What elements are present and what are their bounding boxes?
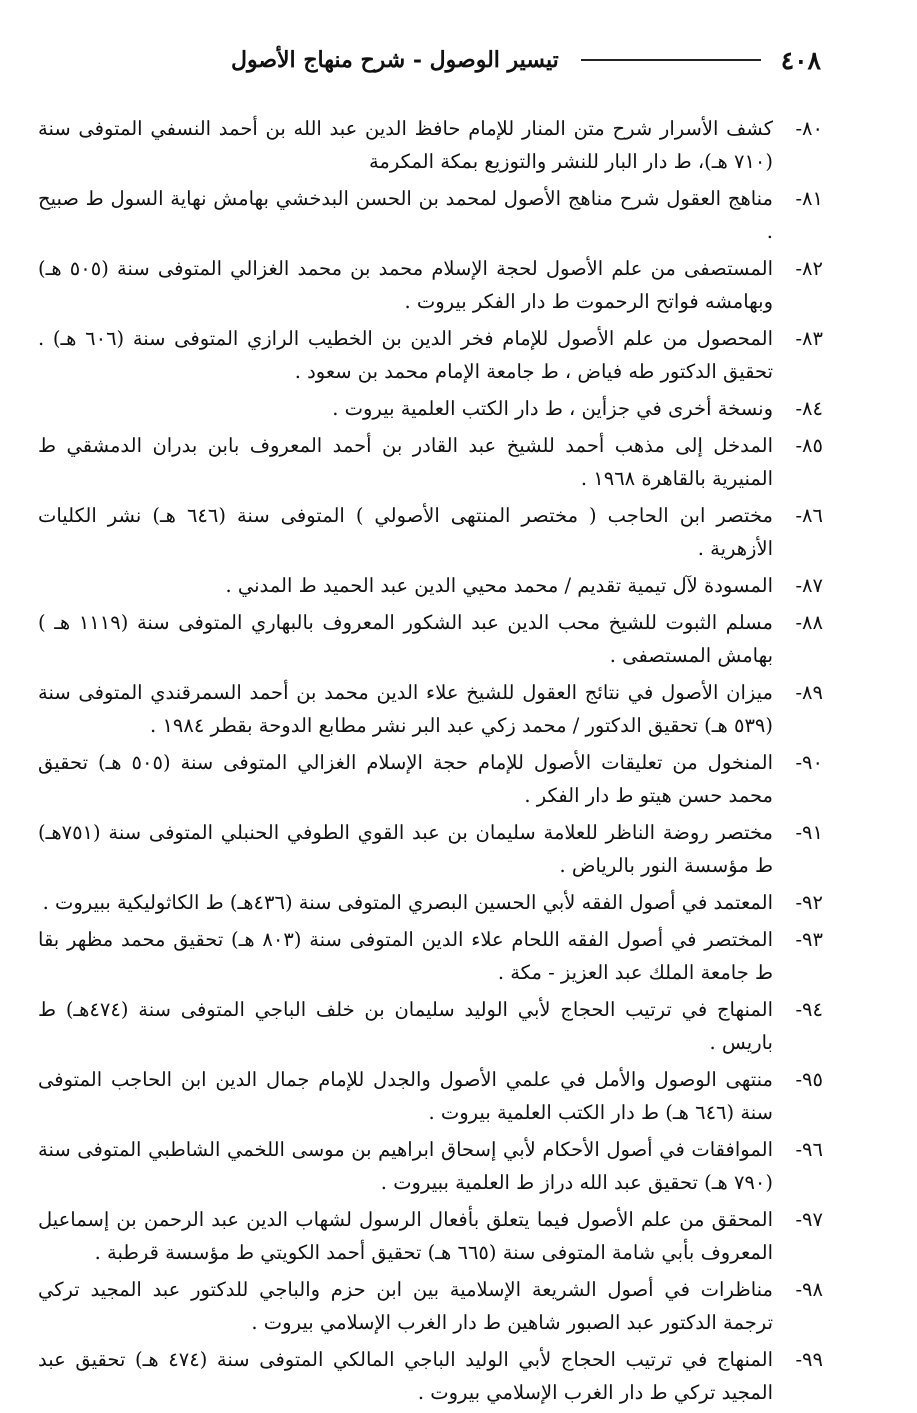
entry-text: مناظرات في أصول الشريعة الإسلامية بين ابن حزم والباجي للدكتور عبد المجيد تركي ترجمة الدكتور عبد الصبور شاهين ط دار الغرب الإسلامي بيروت . [38,1278,773,1334]
entry-text: المسودة لآل تيمية تقديم / محمد محيي الدين عبد الحميد ط المدني . [225,574,773,597]
entry-text: الموافقات في أصول الأحكام لأبي إسحاق ابراهيم بن موسى اللخمي الشاطبي المتوفى سنة (٧٩٠ هـ) تحقيق عبد الله دراز ط العلمية ببيروت . [38,1138,773,1194]
entry-text: المعتمد في أصول الفقه لأبي الحسين البصري المتوفى سنة (٤٣٦هـ) ط الكاثوليكية ببيروت . [42,891,773,914]
bibliography-entry-95 [38,1063,823,1129]
bibliography-entry-80 [38,112,823,178]
entry-text: المنهاج في ترتيب الحجاج لأبي الوليد الباجي المالكي المتوفى سنة (٤٧٤ هـ) تحقيق عبد المجيد تركي ط دار الغرب الإسلامي بيروت . [38,1348,774,1404]
entry-text: المختصر في أصول الفقه اللحام علاء الدين المتوفى سنة (٨٠٣ هـ) تحقيق محمد مظهر بقا ط جامعة الملك عبد العزيز - مكة . [38,928,773,984]
page-header [36,40,821,80]
entry-number: ٨٣- [795,327,823,350]
entry-number: ٩٠- [795,751,823,774]
entry-number: ٨٩- [795,681,823,704]
entry-number: ٨٧- [795,574,823,597]
bibliography-entry-89 [38,676,823,742]
bibliography-entry-81 [38,182,823,248]
bibliography-entry-97 [38,1203,823,1269]
entry-text: مناهج العقول شرح مناهج الأصول لمحمد بن الحسن البدخشي بهامش نهاية السول ط صبيح . [38,187,773,243]
bibliography-entry-86 [38,499,823,565]
entry-text: المحصول من علم الأصول للإمام فخر الدين بن الخطيب الرازي المتوفى سنة (٦٠٦ هـ) . تحقيق الدكتور طه فياض ، ط جامعة الإمام محمد بن سعود . [38,327,773,383]
bibliography-entry-82 [38,252,823,318]
entry-text: المدخل إلى مذهب أحمد للشيخ عبد القادر بن أحمد المعروف بابن بدران الدمشقي ط المنيرية بالقاهرة ١٩٦٨ . [38,434,773,490]
entry-number: ٨٢- [795,257,823,280]
entry-number: ٩٤- [795,998,823,1021]
entry-number: ٩٥- [795,1068,823,1091]
entry-text: مختصر ابن الحاجب ( مختصر المنتهى الأصولي ) المتوفى سنة (٦٤٦ هـ) نشر الكليات الأزهرية . [38,504,773,560]
entry-number: ٩١- [795,821,823,844]
header-rule [581,59,761,61]
entry-number: ٨١- [795,187,823,210]
bibliography-entry-94 [38,993,823,1059]
running-title: تيسير الوصول - شرح منهاج الأصول [230,47,559,73]
entry-text: مختصر روضة الناظر للعلامة سليمان بن عبد القوي الطوفي الحنبلي المتوفى سنة (٧٥١هـ) ط مؤسسة النور بالرياض . [38,821,773,877]
entry-number: ٩٧- [795,1208,823,1231]
bibliography-entry-96 [38,1133,823,1199]
bibliography-entry-91 [38,816,823,882]
page-number: ٤٠٨ [780,45,821,75]
entry-number: ٩٩- [795,1348,823,1371]
entry-number: ٨٦- [795,504,823,527]
bibliography-entry-83 [38,322,823,388]
entry-text: منتهى الوصول والأمل في علمي الأصول والجدل للإمام جمال الدين ابن الحاجب المتوفى سنة (٦٤٦ هـ) ط دار الكتب العلمية بيروت . [38,1068,773,1124]
entry-number: ٨٠- [795,117,823,140]
entry-number: ٨٤- [795,397,823,420]
bibliography-list [38,112,823,1413]
entry-text: المنهاج في ترتيب الحجاج لأبي الوليد سليمان بن خلف الباجي المتوفى سنة (٤٧٤هـ) ط باريس . [38,998,773,1054]
entry-text: كشف الأسرار شرح متن المنار للإمام حافظ الدين عبد الله بن أحمد النسفي المتوفى سنة (٧١٠ هـ)، ط دار البار للنشر والتوزيع بمكة المكرمة [38,117,773,173]
bibliography-entry-88 [38,606,823,672]
entry-number: ٩٣- [795,928,823,951]
entry-text: المستصفى من علم الأصول لحجة الإسلام محمد بن محمد الغزالي المتوفى سنة (٥٠٥ هـ) وبهامشه فواتح الرحموت ط دار الفكر بيروت . [38,257,773,313]
bibliography-entry-84 [38,392,823,425]
bibliography-entry-92 [38,886,823,919]
bibliography-entry-93 [38,923,823,989]
entry-number: ٩٦- [795,1138,823,1161]
entry-number: ٩٨- [795,1278,823,1301]
bibliography-entry-85 [38,429,823,495]
entry-number: ٨٥- [795,434,823,457]
bibliography-entry-98 [38,1273,823,1339]
bibliography-entry-87 [38,569,823,602]
entry-text: المنخول من تعليقات الأصول للإمام حجة الإسلام الغزالي المتوفى سنة (٥٠٥ هـ) تحقيق محمد حسن هيتو ط دار الفكر . [38,751,774,807]
bibliography-entry-90 [38,746,823,812]
bibliography-entry-99 [38,1343,823,1409]
entry-text: مسلم الثبوت للشيخ محب الدين عبد الشكور المعروف بالبهاري المتوفى سنة (١١١٩ هـ ) بهامش المستصفى . [38,611,773,667]
entry-number: ٨٨- [795,611,823,634]
entry-number: ٩٢- [795,891,823,914]
entry-text: ميزان الأصول في نتائج العقول للشيخ علاء الدين محمد بن أحمد السمرقندي المتوفى سنة (٥٣٩ هـ) تحقيق الدكتور / محمد زكي عبد البر نشر مطابع الدوحة بقطر ١٩٨٤ . [38,681,773,737]
entry-text: المحقق من علم الأصول فيما يتعلق بأفعال الرسول لشهاب الدين عبد الرحمن بن إسماعيل المعروف بأبي شامة المتوفى سنة (٦٦٥ هـ) تحقيق أحمد الكويتي ط مؤسسة قرطبة . [38,1208,773,1264]
entry-text: ونسخة أخرى في جزأين ، ط دار الكتب العلمية بيروت . [332,397,773,420]
